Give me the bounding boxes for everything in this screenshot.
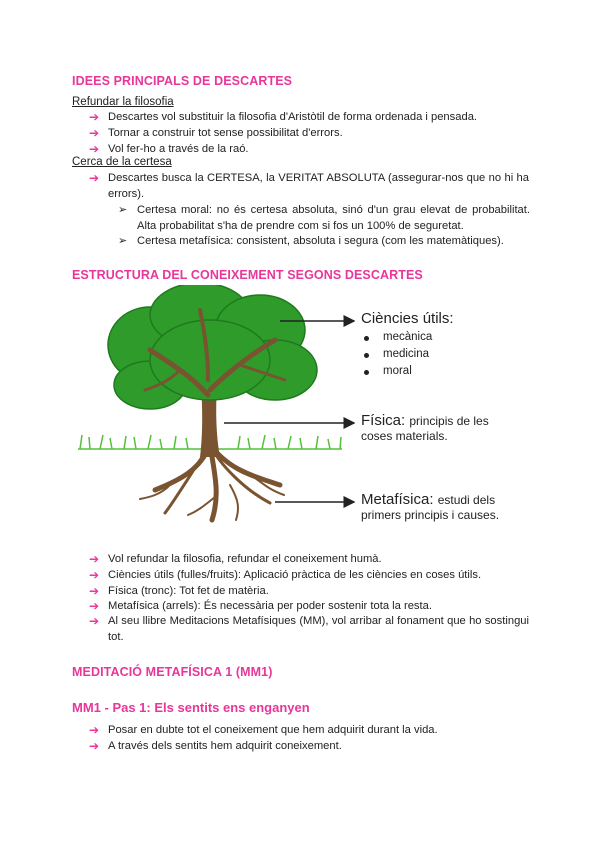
list-item: ➔ Descartes vol substituir la filosofia d'Aristòtil de forma ordenada i pensada. (89, 110, 478, 124)
arrowhead-icon: ➢ (118, 235, 128, 247)
list-item: ➔ Física (tronc): Tot fet de matèria. (89, 584, 269, 598)
label-fisica-desc: coses materials. (361, 429, 448, 443)
arrow-right-icon: ➔ (89, 614, 100, 628)
bullet-dot-icon (364, 370, 369, 375)
subheading-certesa: Cerca de la certesa (72, 156, 172, 168)
arrow-right-icon: ➔ (89, 599, 100, 613)
list-item: moral (383, 365, 412, 377)
arrow-right-icon: ➔ (89, 126, 100, 140)
section-title-meditacio: MEDITACIÓ METAFÍSICA 1 (MM1) (72, 665, 273, 679)
subheading-refundar: Refundar la filosofia (72, 96, 174, 108)
list-item: ➔ A través dels sentits hem adquirit coneixement. (89, 739, 342, 753)
list-item: ➔ Al seu llibre Meditacions Metafísiques (MM), vol arribar al fonament que ho sostingui tot. (89, 614, 529, 643)
list-item: ➔ Vol fer-ho a través de la raó. (89, 142, 249, 156)
arrow-right-icon: ➔ (89, 110, 100, 124)
nested-list-item: ➢ Certesa metafísica: consistent, absoluta i segura (com les matemàtiques). (118, 235, 504, 247)
list-item: ➔ Tornar a construir tot sense possibilitat d'errors. (89, 126, 343, 140)
tree-figure (70, 285, 540, 530)
list-item: medicina (383, 348, 429, 360)
nested-list-item: ➢ Certesa moral: no és certesa absoluta, sinó d'un grau elevat de probabilitat. Alta probabilitat s'ha de prendre com si fos un 100% de seguretat. (118, 204, 530, 232)
label-metafisica-desc: primers principis i causes. (361, 508, 500, 522)
list-item: ➔ Metafísica (arrels): És necessària per poder sostenir tota la resta. (89, 599, 432, 613)
arrow-right-icon: ➔ (89, 171, 100, 185)
list-item: ➔ Descartes busca la CERTESA, la VERITAT ABSOLUTA (assegurar-nos que no hi ha errors). (89, 171, 529, 200)
arrow-right-icon: ➔ (89, 142, 100, 156)
list-item: ➔ Posar en dubte tot el coneixement que hem adquirit durant la vida. (89, 723, 438, 737)
bullet-dot-icon (364, 353, 369, 358)
arrow-right-icon: ➔ (89, 723, 100, 737)
label-ciencies-utils: Ciències útils: (361, 310, 454, 327)
list-item: ➔ Ciències útils (fulles/fruits): Aplicació pràctica de les ciències en coses útils. (89, 568, 482, 582)
section-title-estructura: ESTRUCTURA DEL CONEIXEMENT SEGONS DESCARTES (72, 268, 423, 282)
list-item: mecànica (383, 331, 432, 343)
subtitle-mm1-pas1: MM1 - Pas 1: Els sentits ens enganyen (72, 700, 310, 715)
label-fisica: Física: principis de les (361, 412, 489, 429)
label-metafisica: Metafísica: estudi dels (361, 491, 496, 508)
arrow-right-icon: ➔ (89, 552, 100, 566)
arrowhead-icon: ➢ (118, 204, 128, 216)
arrow-right-icon: ➔ (89, 739, 100, 753)
arrow-right-icon: ➔ (89, 584, 100, 598)
list-item: ➔ Vol refundar la filosofia, refundar el coneixement humà. (89, 552, 382, 566)
section-title-ideas: IDEES PRINCIPALS DE DESCARTES (72, 74, 293, 88)
arrow-right-icon: ➔ (89, 568, 100, 582)
bullet-dot-icon (364, 336, 369, 341)
